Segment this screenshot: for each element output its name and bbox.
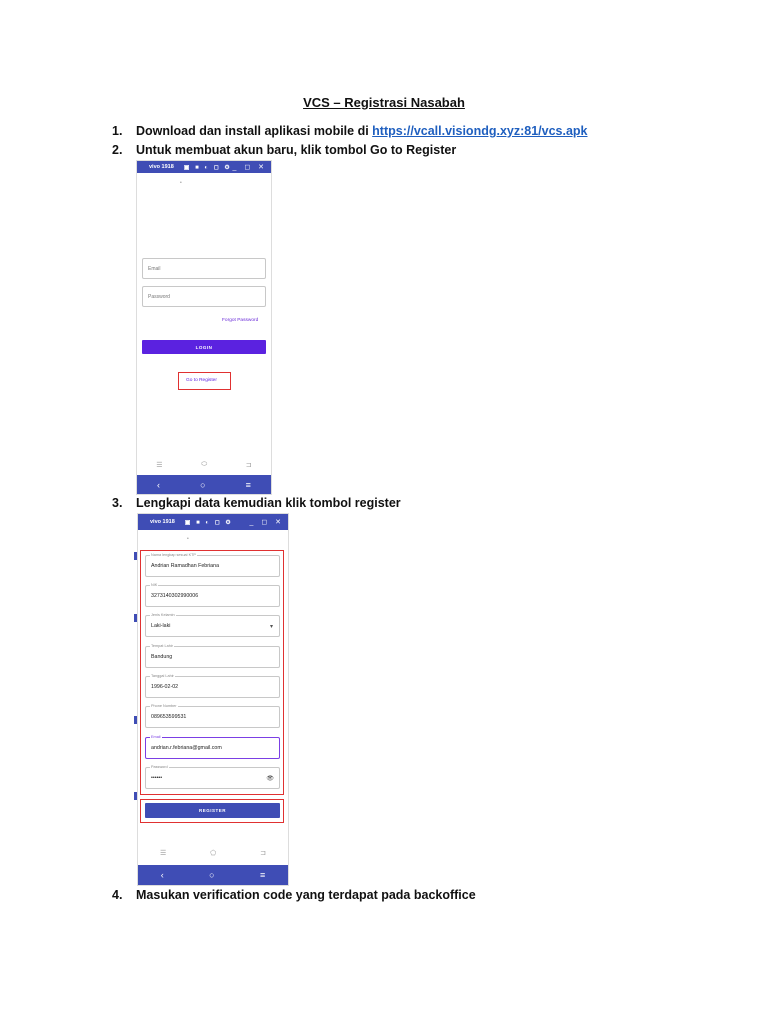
phone-field[interactable] xyxy=(145,706,280,728)
soft-nav xyxy=(138,849,288,857)
gender-label: Jenis Kelamin xyxy=(151,613,175,617)
back-arrow-icon[interactable]: ‹ xyxy=(157,479,161,490)
back-icon[interactable]: ⊐ xyxy=(245,462,252,469)
camera-dot-icon: • xyxy=(180,180,182,186)
back-arrow-icon[interactable]: ‹ xyxy=(160,870,164,880)
status-icons: ▣ ■ ◐ ◻ ⚙ xyxy=(183,164,232,171)
window-controls[interactable]: _ ◻ ✕ xyxy=(249,519,284,526)
emulator-navbar xyxy=(138,865,288,885)
camera-dot-icon: • xyxy=(187,536,189,542)
email-field[interactable] xyxy=(145,737,280,759)
password-field[interactable] xyxy=(142,286,266,307)
password-value: •••••• xyxy=(151,775,163,781)
home-icon[interactable]: ⬭ xyxy=(201,461,208,468)
full-name-field[interactable] xyxy=(145,555,280,577)
register-button[interactable]: REGISTER xyxy=(145,803,280,818)
home-circle-icon[interactable]: ○ xyxy=(209,870,215,880)
email-value: andrian.r.febriana@gmail.com xyxy=(151,745,222,751)
forgot-password-link[interactable]: Forgot Password xyxy=(222,318,259,323)
phone-label: Phone Number xyxy=(151,704,177,708)
menu-icon[interactable]: ≡ xyxy=(245,479,251,490)
status-bar xyxy=(138,514,288,530)
eye-icon[interactable]: 👁 xyxy=(266,775,274,782)
status-bar xyxy=(137,161,271,173)
email-placeholder: Email xyxy=(148,265,161,272)
full-name-value: Andrian Ramadhan Febriana xyxy=(151,563,220,569)
birthplace-label: Tempat Lahir xyxy=(151,644,173,648)
status-icons: ▣ ■ ◐ ◻ ⚙ xyxy=(184,519,233,526)
recent-apps-icon[interactable]: ☰ xyxy=(159,850,167,857)
menu-icon[interactable]: ≡ xyxy=(259,870,266,880)
nik-value: 3273140302990006 xyxy=(151,593,199,599)
password-placeholder: Password xyxy=(148,293,170,300)
step-number: 3. xyxy=(112,496,123,510)
birthplace-value: Bandung xyxy=(151,654,173,660)
step-1 xyxy=(112,124,588,138)
birthdate-label: Tanggal Lahir xyxy=(151,674,174,678)
birthdate-field[interactable] xyxy=(145,676,280,698)
step-text: Lengkapi data kemudian klik tombol register xyxy=(136,496,401,510)
home-circle-icon[interactable]: ○ xyxy=(200,479,206,490)
gender-select[interactable] xyxy=(145,615,280,637)
step-number: 1. xyxy=(112,124,123,138)
nik-label: NIK xyxy=(151,583,158,587)
birthplace-field[interactable] xyxy=(145,646,280,668)
password-label: Password xyxy=(151,765,168,769)
step-number: 4. xyxy=(112,888,123,902)
home-icon[interactable]: ⬠ xyxy=(210,850,217,857)
step-text: Masukan verification code yang terdapat pada backoffice xyxy=(136,888,476,902)
full-name-label: Nama lengkap sesuai KTP xyxy=(151,553,196,557)
document-title: VCS – Registrasi Nasabah xyxy=(303,95,465,110)
step-4 xyxy=(112,888,476,902)
back-icon[interactable]: ⊐ xyxy=(260,850,267,857)
soft-nav xyxy=(137,461,271,469)
device-title: vivo 1918 xyxy=(149,164,174,170)
register-screenshot xyxy=(137,513,289,886)
nik-field[interactable] xyxy=(145,585,280,607)
step-2 xyxy=(112,143,456,157)
login-screenshot xyxy=(136,160,272,495)
password-field[interactable] xyxy=(145,767,280,789)
phone-value: 089653599531 xyxy=(151,714,187,720)
recent-apps-icon[interactable]: ☰ xyxy=(156,462,163,469)
device-title: vivo 1918 xyxy=(150,519,175,525)
gender-value: Laki-laki xyxy=(151,623,171,629)
emulator-navbar xyxy=(137,475,271,494)
login-button[interactable]: LOGIN xyxy=(142,340,266,354)
apk-download-link[interactable]: https://vcall.visiondg.xyz:81/vcs.apk xyxy=(372,124,588,138)
step-number: 2. xyxy=(112,143,123,157)
step-text: Download dan install aplikasi mobile di xyxy=(136,124,373,138)
window-controls[interactable]: _ ◻ ✕ xyxy=(232,164,267,171)
dropdown-arrow-icon[interactable]: ▾ xyxy=(269,623,273,630)
email-label: Email xyxy=(151,735,161,739)
birthdate-value: 1996-02-02 xyxy=(151,684,179,690)
step-text: Untuk membuat akun baru, klik tombol Go to Register xyxy=(136,143,457,157)
step-3 xyxy=(112,496,401,510)
email-field[interactable] xyxy=(142,258,266,279)
go-to-register-link[interactable]: Go to Register xyxy=(186,378,217,383)
